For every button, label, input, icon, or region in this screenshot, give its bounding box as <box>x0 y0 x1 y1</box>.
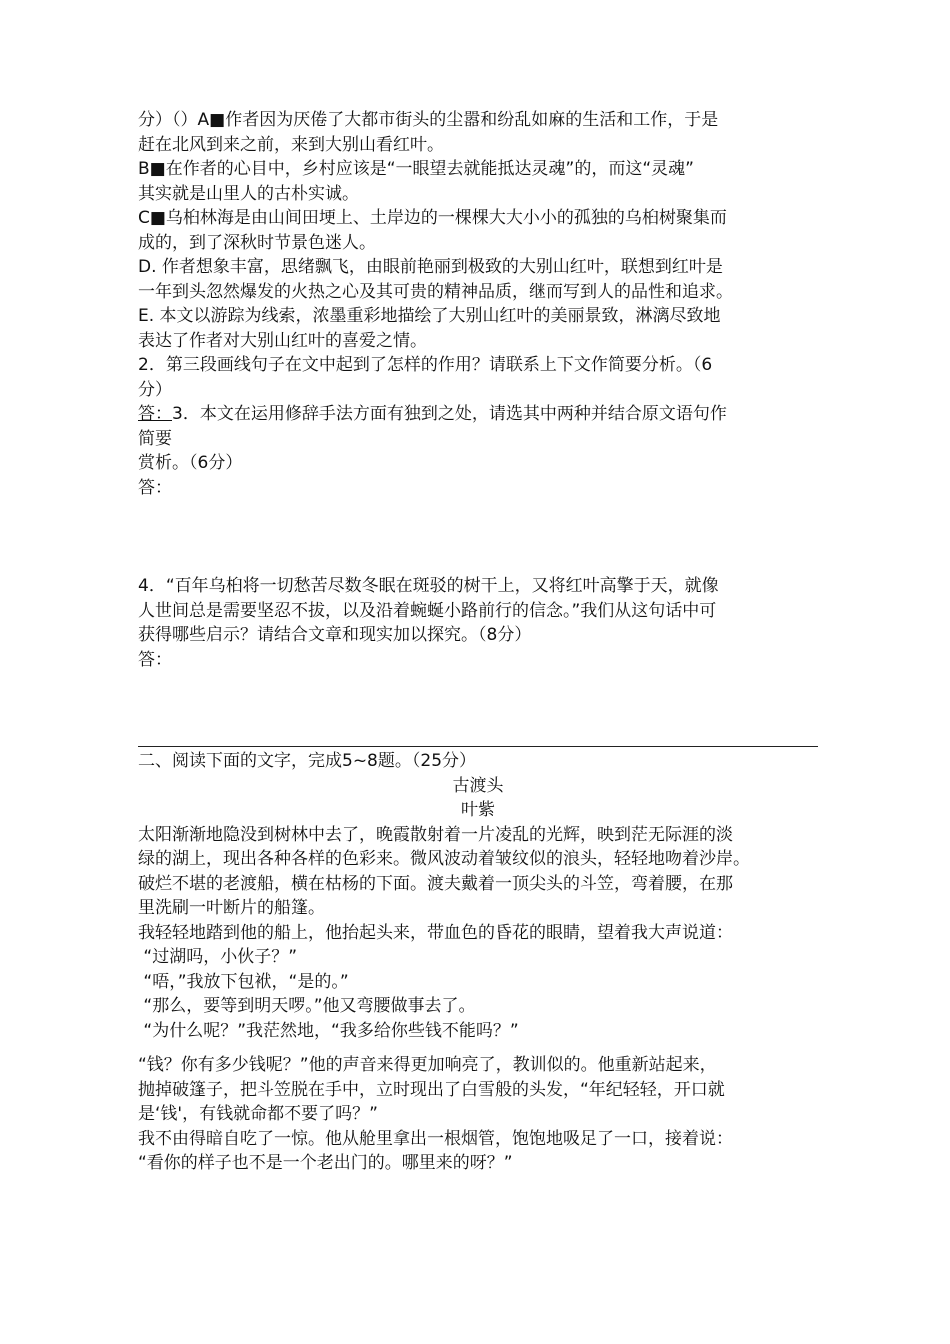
q4-line: 人世间总是需要坚忍不拔，以及沿着蜿蜒小路前行的信念。”我们从这句话中可 <box>138 600 717 621</box>
paragraph-line: 我轻轻地踏到他的船上，他抬起头来，带血色的昏花的眼睛，望着我大声说道： <box>138 922 733 943</box>
q1-line: 成的，到了深秋时节景色迷人。 <box>138 232 376 253</box>
paragraph-gap <box>138 1043 818 1053</box>
q2-line: 2．第三段画线句子在文中起到了怎样的作用？请联系上下文作简要分析。（6 <box>138 355 713 375</box>
paragraph-line: 是‘钱'，有钱就命都不要了吗？” <box>138 1104 378 1124</box>
q3-line <box>138 402 818 427</box>
q3-line: 赏析。（6分） <box>138 453 243 473</box>
answer-label: 答： <box>138 404 172 424</box>
q1-line: 其实就是山里人的古朴实诚。 <box>138 183 359 204</box>
q1-line: 一年到头忽然爆发的火热之心及其可贵的精神品质，继而写到人的品性和追求。 <box>138 281 733 302</box>
document-page <box>138 108 818 1176</box>
q1-line: E. 本文以游踪为线索，浓墨重彩地描绘了大别山红叶的美丽景致，淋漓尽致地 <box>138 306 721 326</box>
paragraph-line: 太阳渐渐地隐没到树林中去了，晚霞散射着一片凌乱的光辉，映到茫无际涯的淡 <box>138 824 733 845</box>
dialogue-line: “为什么呢？”我茫然地，“我多给你些钱不能吗？” <box>138 1020 519 1041</box>
q1-line: 表达了作者对大别山红叶的喜爱之情。 <box>138 330 427 351</box>
q4-answer: 答： <box>138 649 172 670</box>
paragraph-line: “看你的样子也不是一个老出门的。哪里来的呀？” <box>138 1153 513 1173</box>
q1-line: D. 作者想象丰富，思绪飘飞，由眼前艳丽到极致的大别山红叶，联想到红叶是 <box>138 257 723 277</box>
dialogue-line: “过湖吗，小伙子？” <box>138 947 298 967</box>
q3-answer: 答： <box>138 477 172 498</box>
section-divider <box>138 746 818 747</box>
paragraph-line: 抛掉破篷子，把斗笠脱在手中，立时现出了白雪般的头发，“年纪轻轻，开口就 <box>138 1079 725 1100</box>
article-author: 叶紫 <box>461 800 495 820</box>
answer-space <box>138 672 818 746</box>
q4-line: 获得哪些启示？请结合文章和现实加以探究。（8分） <box>138 625 532 645</box>
q3-text: 3．本文在运用修辞手法方面有独到之处，请选其中两种并结合原文语句作 <box>172 404 727 424</box>
q4-line: 4．“百年乌桕将一切愁苦尽数冬眠在斑驳的树干上，又将红叶高擎于天，就像 <box>138 576 719 596</box>
dialogue-line: “唔，”我放下包袱，“是的。” <box>138 971 349 992</box>
q1-line: 赶在北风到来之前，来到大别山看红叶。 <box>138 134 444 155</box>
paragraph-line: 我不由得暗自吃了一惊。他从舱里拿出一根烟管，饱饱地吸足了一口，接着说： <box>138 1128 733 1149</box>
paragraph-line: 绿的湖上，现出各种各样的色彩来。微风波动着皱纹似的浪头，轻轻地吻着沙岸。 <box>138 849 750 869</box>
article-title: 古渡头 <box>452 775 504 796</box>
q2-line: 分） <box>138 379 172 400</box>
q1-line: 分）（）A■作者因为厌倦了大都市街头的尘嚣和纷乱如麻的生活和工作，于是 <box>138 110 719 130</box>
q1-line: B■在作者的心目中，乡村应该是“一眼望去就能抵达灵魂”的，而这“灵魂” <box>138 159 694 179</box>
q1-line: C■乌桕林海是由山间田埂上、土岸边的一棵棵大大小小的孤独的乌桕树聚集而 <box>138 208 727 228</box>
dialogue-line: “那么，要等到明天啰。”他又弯腰做事去了。 <box>138 996 476 1016</box>
paragraph-line: 里洗刷一叶断片的船篷。 <box>138 898 325 918</box>
paragraph-line: 破烂不堪的老渡船，横在枯杨的下面。渡夫戴着一顶尖头的斗笠，弯着腰，在那 <box>138 873 733 894</box>
section-heading: 二、阅读下面的文字，完成5~8题。（25分） <box>138 751 477 771</box>
answer-space <box>138 500 818 574</box>
q3-line: 简要 <box>138 428 172 449</box>
paragraph-line: “钱？你有多少钱呢？”他的声音来得更加响亮了，教训似的。他重新站起来， <box>138 1055 717 1075</box>
